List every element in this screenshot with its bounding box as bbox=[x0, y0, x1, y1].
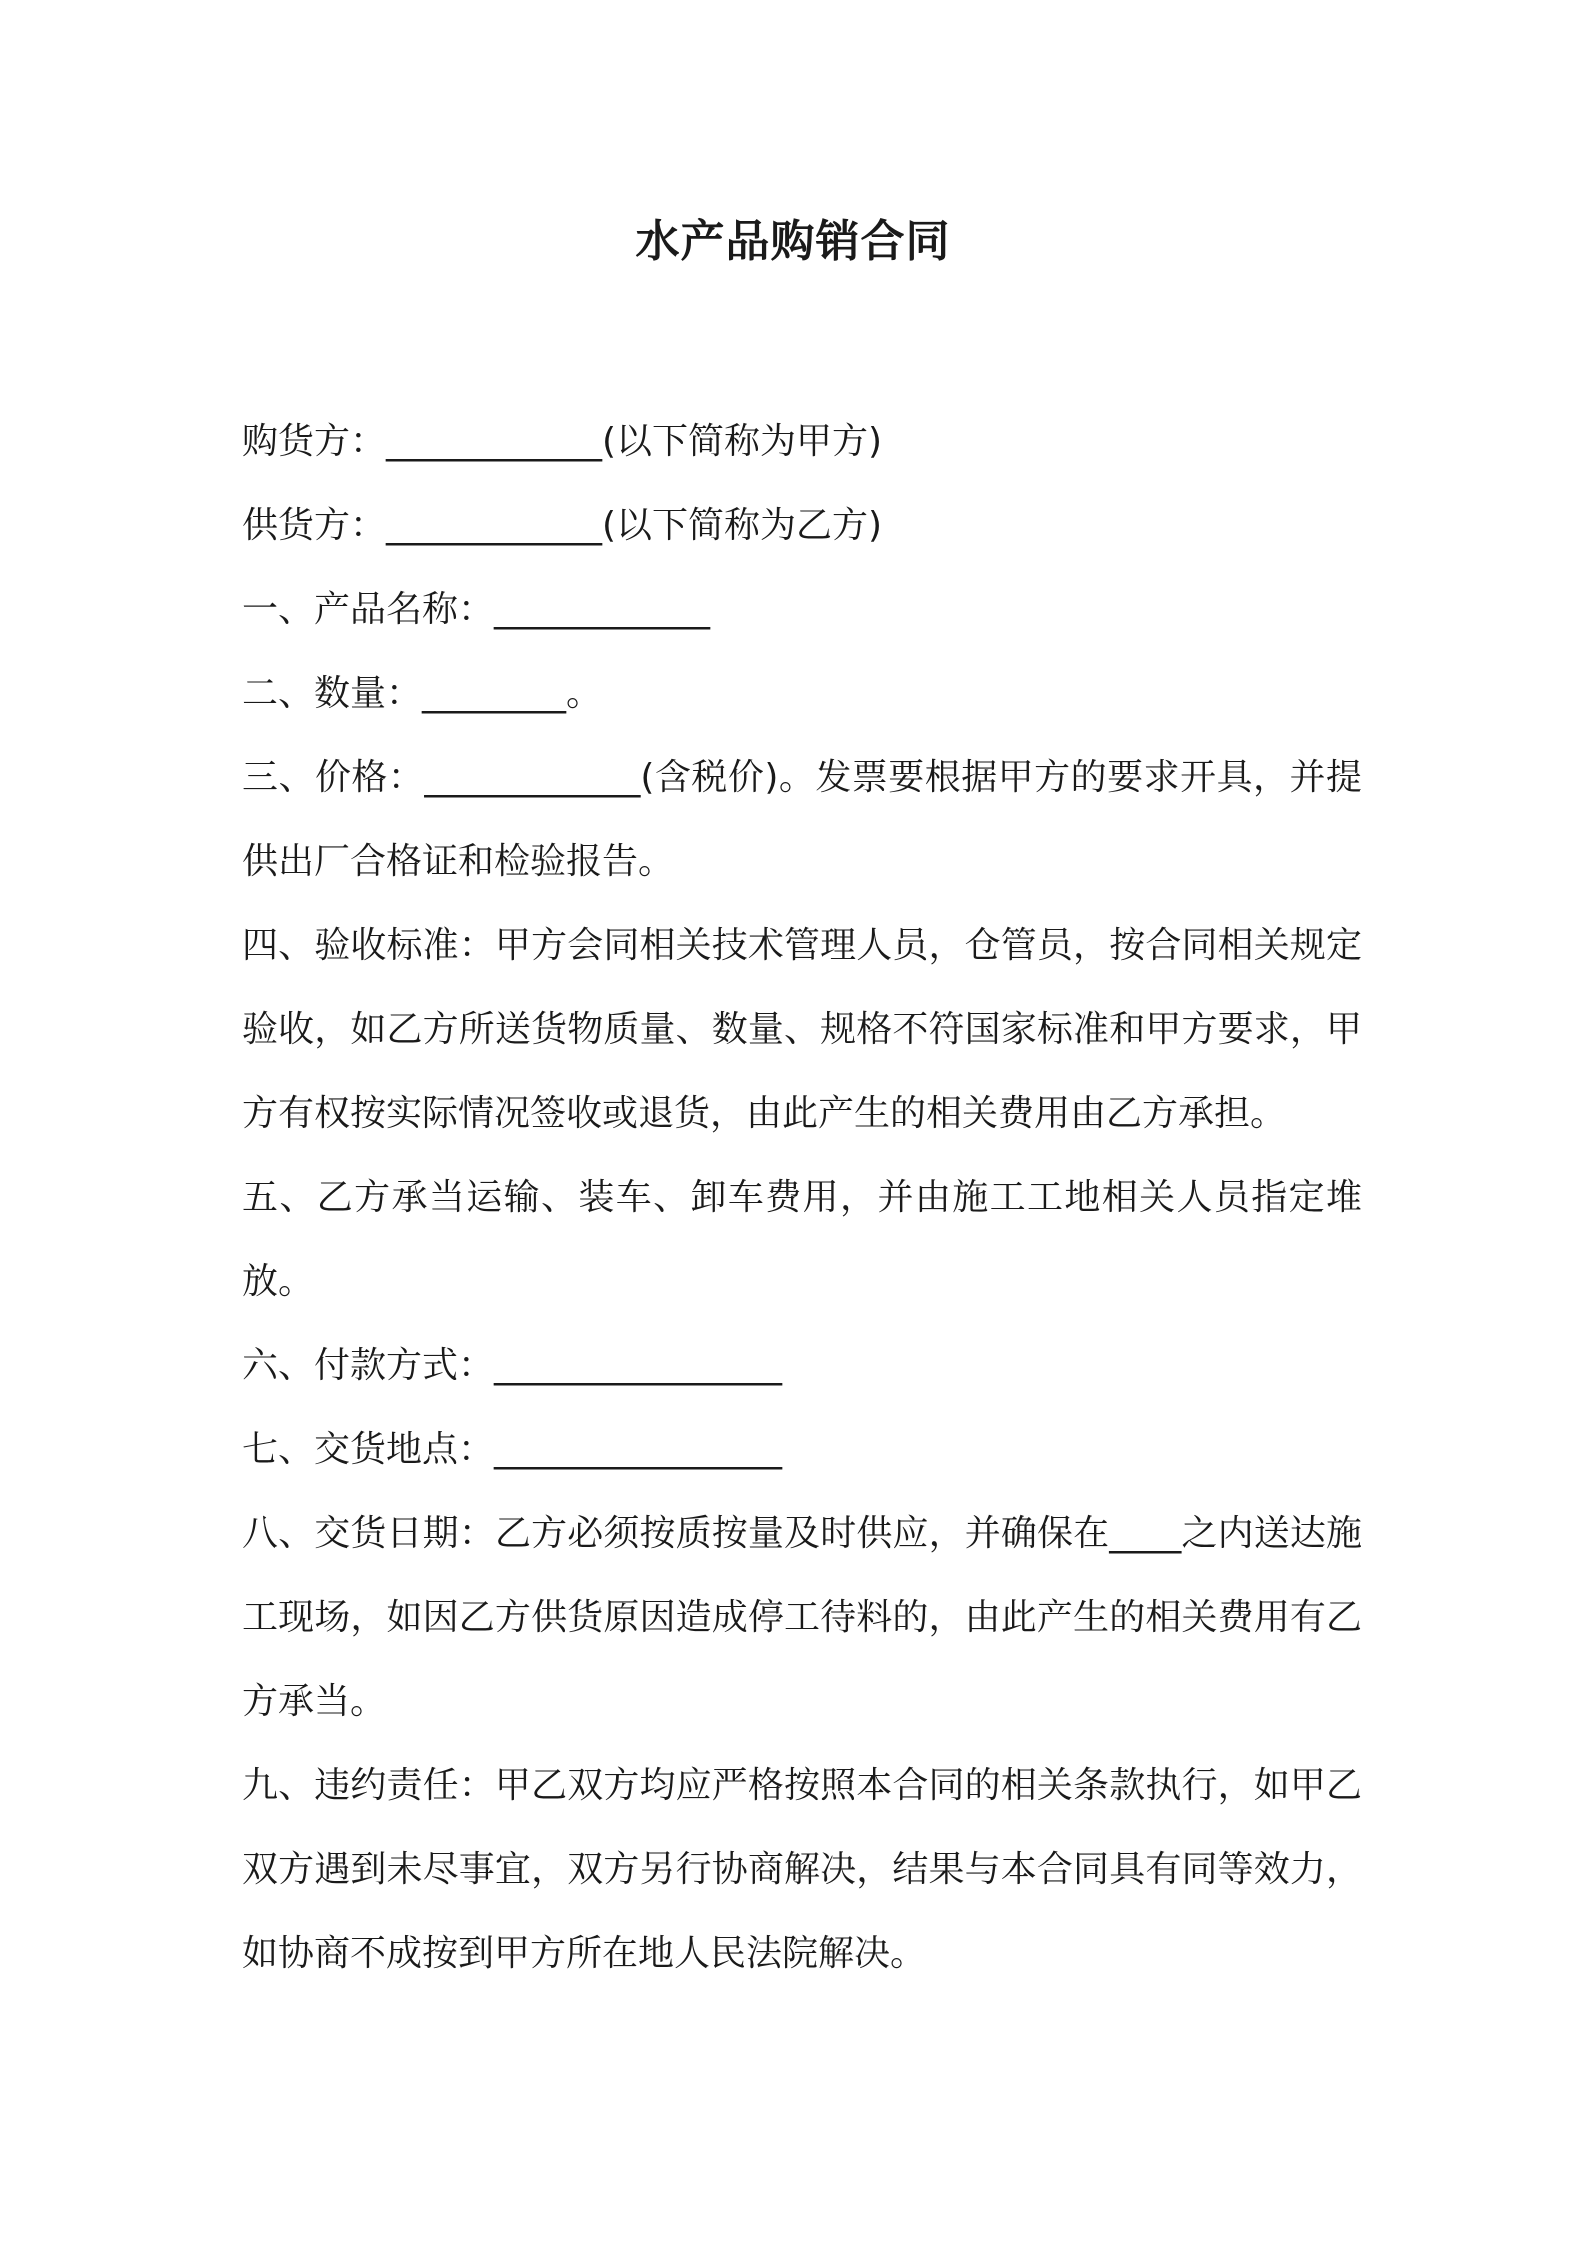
document-body bbox=[242, 400, 1362, 1996]
clause-acceptance: 四、验收标准：甲方会同相关技术管理人员，仓管员，按合同相关规定验收，如乙方所送货物质量、数量、规格不符国家标准和甲方要求，甲方有权按实际情况签收或退货，由此产生的相关费用由乙方承担。 bbox=[242, 925, 1362, 1134]
buyer-line: 购货方：____________(以下简称为甲方) bbox=[242, 421, 883, 462]
clause-product-name: 一、产品名称：____________ bbox=[242, 589, 711, 630]
clause-delivery-place: 七、交货地点：________________ bbox=[242, 1429, 783, 1470]
clause-liability: 九、违约责任：甲乙双方均应严格按照本合同的相关条款执行，如甲乙双方遇到未尽事宜，双方另行协商解决，结果与本合同具有同等效力，如协商不成按到甲方所在地人民法院解决。 bbox=[242, 1765, 1362, 1974]
clause-price: 三、价格：____________(含税价)。发票要根据甲方的要求开具，并提供出厂合格证和检验报告。 bbox=[242, 757, 1362, 882]
clause-transport: 五、乙方承当运输、装车、卸车费用，并由施工工地相关人员指定堆放。 bbox=[242, 1177, 1362, 1302]
clause-quantity: 二、数量：________。 bbox=[242, 673, 603, 714]
clause-payment: 六、付款方式：________________ bbox=[242, 1345, 783, 1386]
supplier-line: 供货方：____________(以下简称为乙方) bbox=[242, 505, 883, 546]
clause-delivery-date: 八、交货日期：乙方必须按质按量及时供应，并确保在____之内送达施工现场，如因乙方供货原因造成停工待料的，由此产生的相关费用有乙方承当。 bbox=[242, 1513, 1362, 1722]
document-title: 水产品购销合同 bbox=[635, 216, 951, 267]
